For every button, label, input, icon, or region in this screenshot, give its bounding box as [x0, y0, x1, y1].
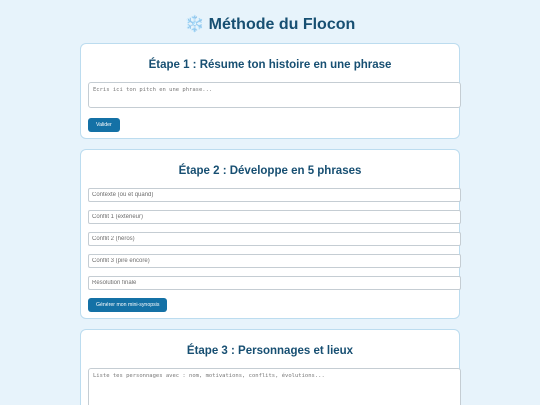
step2-title: Étape 2 : Développe en 5 phrases	[178, 165, 362, 177]
conflict1-field[interactable]	[88, 210, 461, 224]
pitch-textarea[interactable]	[88, 82, 461, 108]
generate-synopsis-button[interactable]: Générer mon mini-synopsis	[88, 298, 167, 312]
page-title	[0, 14, 540, 34]
resolution-field[interactable]	[88, 276, 461, 290]
conflict3-field[interactable]	[88, 254, 461, 268]
page-title-text: Méthode du Flocon	[208, 16, 356, 33]
characters-textarea[interactable]	[88, 368, 461, 405]
context-field[interactable]	[88, 188, 461, 202]
step1-title: Étape 1 : Résume ton histoire en une phrase	[148, 59, 392, 71]
step1-card	[80, 43, 460, 139]
conflict2-field[interactable]	[88, 232, 461, 246]
snowflake-icon: ❄️	[184, 16, 205, 33]
validate-button[interactable]: Valider	[88, 118, 120, 132]
step3-title: Étape 3 : Personnages et lieux	[186, 345, 354, 357]
step3-card	[80, 329, 460, 405]
step2-card	[80, 149, 460, 319]
